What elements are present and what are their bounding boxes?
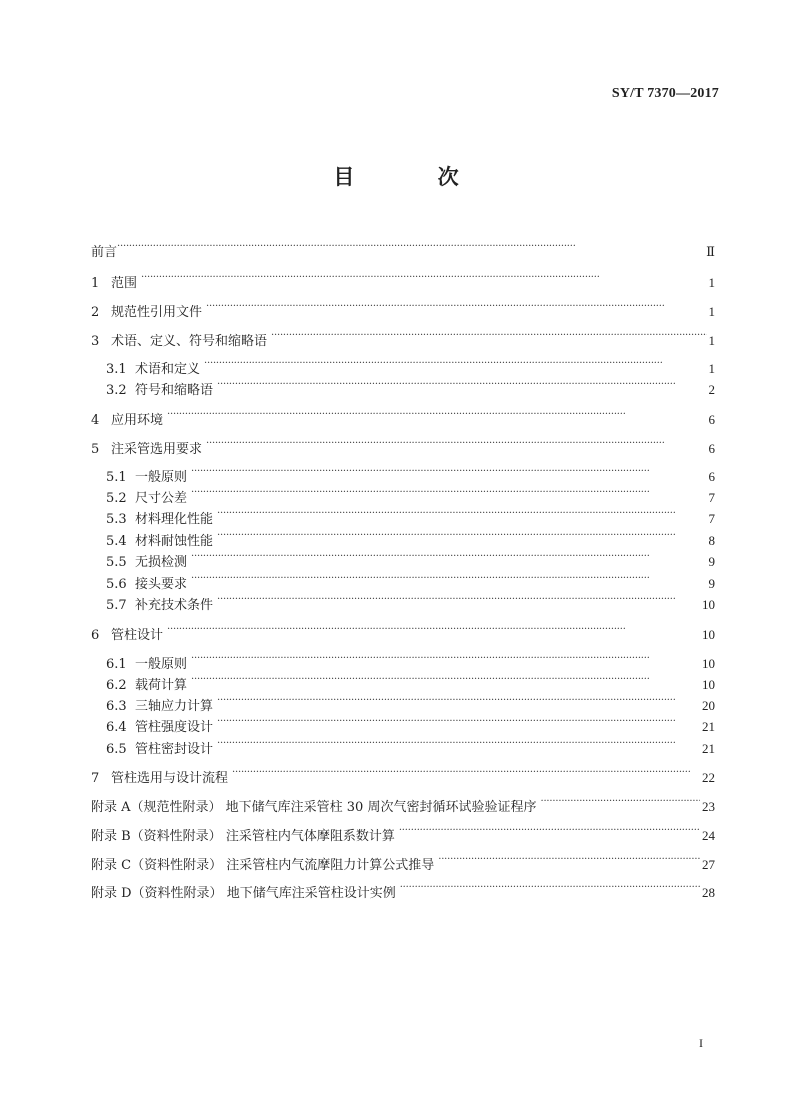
toc-appendix-entry[interactable] bbox=[91, 822, 715, 844]
toc-entry-page: 20 bbox=[702, 698, 715, 713]
toc-entry-label: 术语和定义 bbox=[135, 362, 201, 377]
toc-leader-dots bbox=[206, 435, 706, 453]
toc-entry-label: 无损检测 bbox=[135, 555, 188, 570]
toc-leader-dots bbox=[438, 851, 700, 869]
toc-leader-dots bbox=[167, 406, 706, 424]
toc-entry-number: 6.3 bbox=[106, 699, 127, 714]
toc-subentry[interactable] bbox=[106, 527, 715, 549]
toc-entry-number: 5.7 bbox=[106, 598, 127, 613]
toc-leader-dots bbox=[399, 822, 700, 840]
toc-entry-label: 一般原则 bbox=[135, 470, 188, 485]
toc-subentry[interactable] bbox=[106, 570, 715, 592]
toc-entry-label: 补充技术条件 bbox=[135, 598, 214, 613]
page-title: 目 次 bbox=[333, 165, 497, 189]
toc-appendix-entry[interactable] bbox=[91, 851, 715, 873]
toc-entry-page: 6 bbox=[708, 441, 715, 456]
toc-entry-page: 10 bbox=[702, 677, 715, 692]
toc-subentry[interactable] bbox=[106, 376, 715, 398]
standard-code: SY/T 7370—2017 bbox=[611, 86, 719, 101]
toc-entry-number: 6.4 bbox=[106, 720, 127, 735]
toc-entry-number: 6.2 bbox=[106, 678, 127, 693]
toc-entry-page: 10 bbox=[702, 656, 715, 671]
toc-entry-label: 前言 bbox=[91, 245, 118, 260]
toc-entry-page: Ⅱ bbox=[706, 244, 715, 259]
toc-entry-label: 管柱密封设计 bbox=[135, 742, 214, 757]
toc-entry[interactable] bbox=[91, 406, 715, 428]
toc-subentry[interactable] bbox=[106, 692, 715, 714]
toc-entry-number: 5 bbox=[91, 442, 100, 457]
toc-entry-label: 一般原则 bbox=[135, 657, 188, 672]
toc-entry-label: 附录 D（资料性附录） 地下储气库注采管柱设计实例 bbox=[91, 886, 396, 901]
toc-entry-page: 24 bbox=[702, 828, 715, 843]
toc-leader-dots bbox=[540, 793, 700, 811]
toc-leader-dots bbox=[217, 591, 700, 609]
toc-leader-dots bbox=[232, 764, 700, 782]
toc-entry-number: 6 bbox=[91, 628, 100, 643]
toc-entry-label: 管柱选用与设计流程 bbox=[111, 771, 229, 786]
toc-entry-page: 9 bbox=[708, 576, 715, 591]
toc-leader-dots bbox=[191, 671, 700, 689]
toc-appendix-entry[interactable] bbox=[91, 879, 715, 901]
toc-entry[interactable] bbox=[91, 298, 715, 320]
toc-entry-label: 附录 A（规范性附录） 地下储气库注采管柱 30 周次气密封循环试验验证程序 bbox=[91, 800, 537, 815]
toc-entry-label: 范围 bbox=[111, 276, 138, 291]
toc-subentry[interactable] bbox=[106, 484, 715, 506]
toc-entry-page: 2 bbox=[708, 382, 715, 397]
toc-entry-page: 7 bbox=[708, 511, 715, 526]
toc-entry-page: 7 bbox=[708, 490, 715, 505]
toc-entry-label: 载荷计算 bbox=[135, 678, 188, 693]
toc-entry-page: 6 bbox=[708, 412, 715, 427]
toc-entry-number: 3.1 bbox=[106, 362, 127, 377]
toc-entry-number: 5.2 bbox=[106, 491, 127, 506]
toc-leader-dots bbox=[217, 376, 706, 394]
toc-leader-dots bbox=[206, 298, 706, 316]
toc-entry-number: 6.1 bbox=[106, 657, 127, 672]
toc-entry-label: 材料耐蚀性能 bbox=[135, 534, 214, 549]
toc-leader-dots bbox=[167, 621, 700, 639]
toc-entry-page: 1 bbox=[708, 333, 715, 348]
toc-leader-dots bbox=[217, 713, 700, 731]
toc-entry-number: 7 bbox=[91, 771, 100, 786]
toc-leader-dots bbox=[217, 735, 700, 753]
toc-leader-dots bbox=[191, 484, 706, 502]
toc-subentry[interactable] bbox=[106, 355, 715, 377]
toc-leader-dots bbox=[191, 650, 700, 668]
toc-entry-number: 6.5 bbox=[106, 742, 127, 757]
toc-entry-label: 附录 C（资料性附录） 注采管柱内气流摩阻力计算公式推导 bbox=[91, 858, 435, 873]
toc-subentry[interactable] bbox=[106, 650, 715, 672]
toc-entry-page: 1 bbox=[708, 361, 715, 376]
toc-entry-number: 1 bbox=[91, 276, 100, 291]
toc-subentry[interactable] bbox=[106, 548, 715, 570]
toc-entry-page: 8 bbox=[708, 533, 715, 548]
toc-entry-label: 三轴应力计算 bbox=[135, 699, 214, 714]
toc-entry[interactable] bbox=[91, 269, 715, 291]
toc-subentry[interactable] bbox=[106, 505, 715, 527]
toc-leader-dots bbox=[400, 879, 700, 897]
toc-entry-page: 21 bbox=[702, 741, 715, 756]
toc-entry-label: 符号和缩略语 bbox=[135, 383, 214, 398]
toc-entry-number: 5.4 bbox=[106, 534, 127, 549]
toc-subentry[interactable] bbox=[106, 591, 715, 613]
toc-entry-number: 3.2 bbox=[106, 383, 127, 398]
toc-entry-label: 尺寸公差 bbox=[135, 491, 188, 506]
toc-entry-page: 27 bbox=[702, 857, 715, 872]
toc-entry-page: 1 bbox=[708, 275, 715, 290]
toc-entry-page: 1 bbox=[708, 304, 715, 319]
toc-entry-number: 3 bbox=[91, 334, 100, 349]
toc-entry[interactable] bbox=[91, 327, 715, 349]
toc-entry[interactable] bbox=[91, 764, 715, 786]
toc-entry-number: 5.6 bbox=[106, 577, 127, 592]
toc-leader-dots bbox=[217, 692, 700, 710]
page-number: I bbox=[699, 1036, 703, 1050]
toc-leader-dots bbox=[217, 505, 706, 523]
toc-leader-dots bbox=[191, 548, 706, 566]
toc-entry[interactable] bbox=[91, 435, 715, 457]
toc-entry-page: 28 bbox=[702, 885, 715, 900]
toc-entry-number: 5.1 bbox=[106, 470, 127, 485]
toc-entry-number: 4 bbox=[91, 413, 100, 428]
toc-subentry[interactable] bbox=[106, 735, 715, 757]
toc-entry-label: 管柱强度设计 bbox=[135, 720, 214, 735]
toc-entry-label: 规范性引用文件 bbox=[111, 305, 203, 320]
toc-entry-number: 5.5 bbox=[106, 555, 127, 570]
toc-entry-label: 接头要求 bbox=[135, 577, 188, 592]
toc-subentry[interactable] bbox=[106, 463, 715, 485]
toc-entry-page: 10 bbox=[702, 627, 715, 642]
toc-subentry[interactable] bbox=[106, 671, 715, 693]
toc-entry[interactable] bbox=[91, 621, 715, 643]
toc-leader-dots bbox=[141, 269, 706, 287]
toc-entry-page: 9 bbox=[708, 554, 715, 569]
toc-entry-label: 管柱设计 bbox=[111, 628, 164, 643]
toc-leader-dots bbox=[117, 238, 704, 256]
toc-entry-number: 5.3 bbox=[106, 512, 127, 527]
toc-leader-dots bbox=[191, 570, 706, 588]
toc-entry-label: 附录 B（资料性附录） 注采管柱内气体摩阻系数计算 bbox=[91, 829, 395, 844]
toc-entry-label: 注采管选用要求 bbox=[111, 442, 203, 457]
toc-entry-page: 6 bbox=[708, 469, 715, 484]
toc-entry-foreword[interactable] bbox=[91, 238, 715, 260]
toc-entry-page: 22 bbox=[702, 770, 715, 785]
toc-leader-dots bbox=[217, 527, 706, 545]
toc-entry-label: 应用环境 bbox=[111, 413, 164, 428]
toc-entry-page: 10 bbox=[702, 597, 715, 612]
toc-entry-page: 23 bbox=[702, 799, 715, 814]
toc-leader-dots bbox=[191, 463, 706, 481]
toc-leader-dots bbox=[204, 355, 706, 373]
toc-entry-page: 21 bbox=[702, 719, 715, 734]
toc-subentry[interactable] bbox=[106, 713, 715, 735]
toc-entry-label: 术语、定义、符号和缩略语 bbox=[111, 334, 268, 349]
toc-appendix-entry[interactable] bbox=[91, 793, 715, 815]
toc-leader-dots bbox=[271, 327, 706, 345]
toc-entry-label: 材料理化性能 bbox=[135, 512, 214, 527]
toc-entry-number: 2 bbox=[91, 305, 100, 320]
